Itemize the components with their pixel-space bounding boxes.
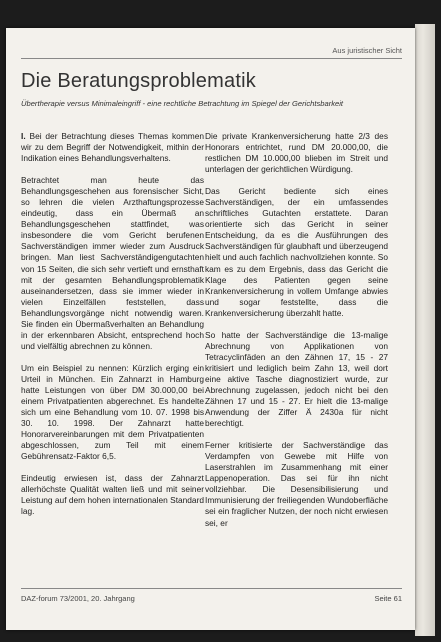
- article-title: Die Beratungsproblematik: [21, 70, 256, 92]
- publication-info: DAZ-forum 73/2001, 20. Jahrgang: [21, 594, 135, 603]
- paragraph-text: Bei der Betrachtung dieses Themas kommen wir zu dem Begriff der Notwendigkeit, mithin der Indikation eines Behandlungsverhaltens.: [21, 131, 204, 164]
- paragraph: Ferner kritisierte der Sachverständige das Verdampfen von Gewebe mit Hilfe von Laserstrahlen im Zusammenhang mit einer Lappenoperation. Das sei für ihn nicht vollziehbar. Die Desensibilisierung und Immunisierung der freiliegenden Wundoberfläche sei ein fraglicher Nutzen, der noch nicht erwiesen sei, er: [205, 440, 388, 528]
- paragraph: [21, 131, 204, 164]
- paragraph: Eindeutig erwiesen ist, dass der Zahnarzt allerhöchste Qualität walten ließ und mit seiner Leistung auf dem hohen internationalen Standard lag.: [21, 473, 204, 517]
- paragraph: Die private Krankenversicherung hatte 2/3 des Honorars entrichtet, rund DM 20.000,00, die restlichen DM 10.000,00 blieben im Streit und unterlagen der gerichtlichen Würdigung.: [205, 131, 388, 175]
- section-label: Aus juristischer Sicht: [332, 46, 402, 55]
- bottom-rule: [21, 588, 402, 589]
- section-number: I.: [21, 131, 26, 141]
- top-rule: [21, 58, 402, 59]
- paragraph: Betrachtet man heute das Behandlungsgeschehen aus forensischer Sicht, so lehren die vielen Arzthaftungsprozesse eindeutig, dass ein Übermaß an Behandlungsgeschehen stattfindet, was insbesondere die vom Gericht berufenen Sachverständigen immer wieder zum Ausdruck bringen. Man liest Sachverständigengutachten von 15 Seiten, die sich sehr vertieft und ernsthaft mit der gesamten Behandlungsproblematik auseinandersetzen, dass sie immer wieder in vielen Einzelfällen feststellen, dass Behandlungsvorgänge nicht notwendig waren. Sie finden ein Übermaßverhalten an Behandlung in der erkennbaren Absicht, entsprechend hoch und vielfältig abrechnen zu können.: [21, 175, 204, 351]
- paragraph: So hatte der Sachverständige die 13-malige Abrechnung von Applikationen von Tetracyclinfäden an den Zähnen 17, 15 - 27 kritisiert und lediglich beim Zahn 13, weil dort eine aktive Tasche diagnostiziert wurde, zur Abrechnung zugelassen, jedoch nicht bei den Zähnen 17 und 15 - 27. Er hielt die 13-malige Anwendung der Ziffer Ä 2430a für nicht berechtigt.: [205, 329, 388, 429]
- article-subtitle: Übertherapie versus Minimaleingriff - eine rechtliche Betrachtung im Spiegel der Gerichtsbarkeit: [21, 99, 344, 108]
- paragraph: Um ein Beispiel zu nennen: Kürzlich erging ein Urteil in München. Ein Zahnarzt in Hamburg hatte Leistungen von über DM 30.000,00 bei einem Privatpatienten abgerechnet. Es handelte sich um eine Behandlung vom 10. 07. 1998 bis 30. 10. 1998. Der Zahnarzt hatte Honorarvereinbarungen mit dem Privatpatienten abgeschlossen, zum Teil mit einem Gebührensatz-Faktor 6,5.: [21, 362, 204, 462]
- page-edge: [415, 24, 435, 636]
- magazine-page: [6, 28, 415, 630]
- paragraph: Das Gericht bediente sich eines Sachverständigen, der ein umfassendes schriftliches Gutachten erstattete. Daran orientierte sich das Gericht in seiner Entscheidung, da es die Ausführungen des Sachverständigen für glaubhaft und überzeugend hielt und auch fachlich nachvollziehen konnte. So kam es zu dem Ergebnis, dass das Gericht die Klage des Patienten gegen seine Krankenversicherung in vollem Umfange abwies und sogar feststellte, dass die Krankenversicherung überzahlt hatte.: [205, 186, 388, 318]
- right-column: [205, 131, 388, 540]
- left-column: [21, 131, 204, 529]
- page-number: Seite 61: [374, 594, 402, 603]
